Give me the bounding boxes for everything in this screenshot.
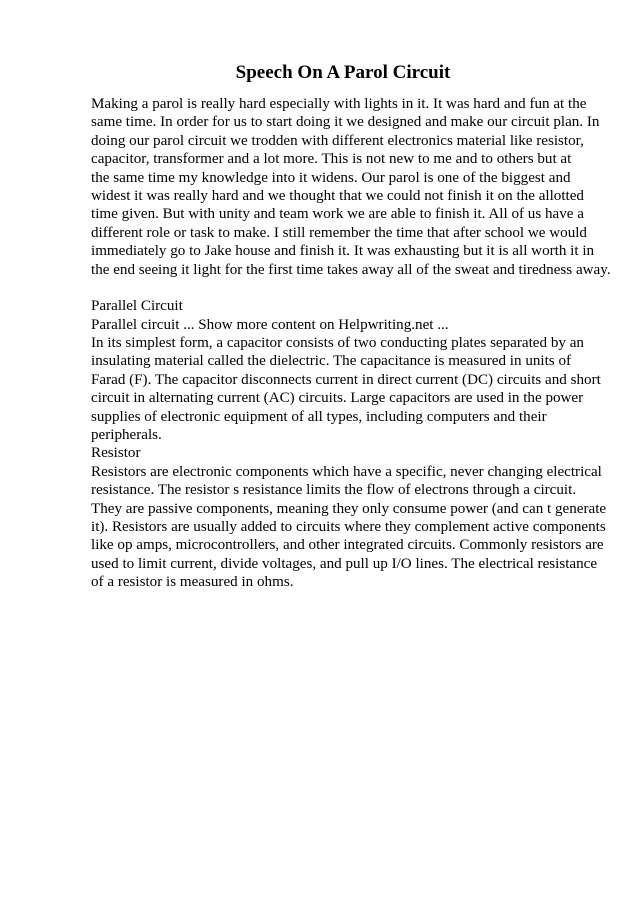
text-line: like op amps, microcontrollers, and other integrated circuits. Commonly resistors are (91, 537, 604, 554)
document-body (91, 95, 611, 592)
text-line: Farad (F). The capacitor disconnects current in direct current (DC) circuits and short (91, 371, 601, 388)
text-line: Making a parol is really hard especially with lights in it. It was hard and fun at the (91, 96, 587, 112)
text-line: used to limit current, divide voltages, and pull up I/O lines. The electrical resistance (91, 555, 598, 572)
text-line: doing our parol circuit we trodden with different electronics material like resistor, (91, 132, 584, 149)
text-line: capacitor, transformer and a lot more. This is not new to me and to others but at (91, 151, 572, 168)
paragraph-intro (91, 95, 611, 279)
text-line: supplies of electronic equipment of all types, including computers and their (91, 408, 547, 425)
text-line: the end seeing it light for the first time takes away all of the sweat and tiredness away. (91, 261, 611, 278)
text-line: time given. But with unity and team work we are able to finish it. All of us have a (91, 206, 584, 223)
text-line: Parallel circuit ... Show more content on Helpwriting.net ... (91, 316, 449, 333)
section-heading-resistor: Resistor (91, 445, 141, 462)
text-line: In its simplest form, a capacitor consists of two conducting plates separated by an (91, 335, 584, 352)
text-line: They are passive components, meaning they only consume power (and can t generate (91, 500, 607, 517)
text-line: Resistors are electronic components which have a specific, never changing electrical (91, 463, 602, 480)
text-line: resistance. The resistor s resistance limits the flow of electrons through a circuit. (91, 482, 577, 499)
text-line: it). Resistors are usually added to circuits where they complement active components (91, 518, 606, 535)
text-line: insulating material called the dielectric. The capacitance is measured in units of (91, 353, 572, 370)
paragraph-capacitor (91, 316, 611, 445)
text-line: same time. In order for us to start doing it we designed and make our circuit plan. In (91, 114, 600, 131)
text-line: the same time my knowledge into it widens. Our parol is one of the biggest and (91, 169, 571, 186)
text-line: of a resistor is measured in ohms. (91, 574, 294, 591)
paragraph-resistor (91, 463, 611, 592)
section-heading-parallel-circuit: Parallel Circuit (91, 298, 183, 315)
text-line: immediately go to Jake house and finish it. It was exhausting but it is all worth it in (91, 243, 595, 260)
text-line: widest it was really hard and we thought that we could not finish it on the allotted (91, 187, 584, 204)
paragraph-spacer (91, 279, 611, 297)
text-line: different role or task to make. I still remember the time that after school we would (91, 224, 587, 241)
text-line: circuit in alternating current (AC) circuits. Large capacitors are used in the power (91, 390, 584, 407)
text-line: peripherals. (91, 427, 162, 444)
document-title: Speech On A Parol Circuit (235, 62, 451, 83)
